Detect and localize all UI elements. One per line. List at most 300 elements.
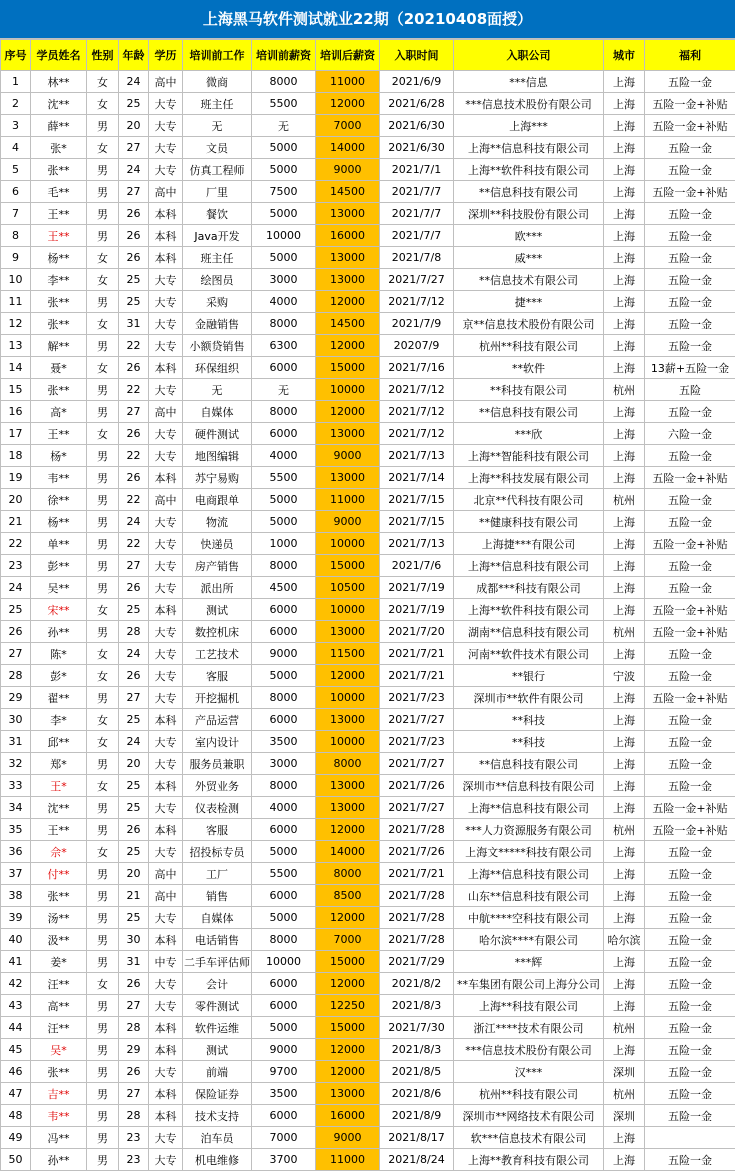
cell-name[interactable]: 孙**: [31, 1149, 87, 1171]
cell-benefits[interactable]: 五险一金: [645, 665, 735, 687]
cell-benefits[interactable]: 五险一金: [645, 995, 735, 1017]
cell-benefits[interactable]: 五险一金: [645, 335, 735, 357]
cell-city[interactable]: 上海: [604, 467, 645, 489]
cell-benefits[interactable]: 五险一金+补贴: [645, 467, 735, 489]
cell-city[interactable]: 宁波: [604, 665, 645, 687]
cell-company[interactable]: 上海**科技发展有限公司: [454, 467, 604, 489]
cell-prev-job[interactable]: 工厂: [183, 863, 252, 885]
cell-gender[interactable]: 男: [87, 621, 119, 643]
cell-city[interactable]: 上海: [604, 401, 645, 423]
cell-gender[interactable]: 男: [87, 863, 119, 885]
cell-start-date[interactable]: 2021/7/19: [380, 599, 454, 621]
cell-company[interactable]: 上海文*****科技有限公司: [454, 841, 604, 863]
cell-prev-job[interactable]: 无: [183, 379, 252, 401]
cell-start-date[interactable]: 2021/7/12: [380, 291, 454, 313]
cell-prev-job[interactable]: 室内设计: [183, 731, 252, 753]
cell-gender[interactable]: 男: [87, 489, 119, 511]
cell-index[interactable]: 47: [1, 1083, 31, 1105]
cell-benefits[interactable]: 五险一金: [645, 1061, 735, 1083]
cell-city[interactable]: 上海: [604, 445, 645, 467]
cell-company[interactable]: **信息科技有限公司: [454, 181, 604, 203]
cell-age[interactable]: 24: [119, 643, 149, 665]
cell-index[interactable]: 40: [1, 929, 31, 951]
cell-new-salary[interactable]: 12000: [316, 93, 380, 115]
cell-education[interactable]: 大专: [149, 973, 183, 995]
cell-company[interactable]: 深圳**科技股份有限公司: [454, 203, 604, 225]
cell-name[interactable]: 吉**: [31, 1083, 87, 1105]
cell-index[interactable]: 26: [1, 621, 31, 643]
cell-name[interactable]: 沈**: [31, 797, 87, 819]
cell-start-date[interactable]: 2021/7/13: [380, 445, 454, 467]
cell-city[interactable]: 上海: [604, 863, 645, 885]
cell-education[interactable]: 大专: [149, 841, 183, 863]
cell-prev-job[interactable]: 微商: [183, 71, 252, 93]
cell-prev-salary[interactable]: 5000: [252, 511, 316, 533]
cell-benefits[interactable]: 五险一金: [645, 247, 735, 269]
cell-benefits[interactable]: 五险一金: [645, 973, 735, 995]
cell-company[interactable]: ***信息技术股份有限公司: [454, 1039, 604, 1061]
cell-prev-job[interactable]: 自媒体: [183, 907, 252, 929]
cell-prev-salary[interactable]: 无: [252, 115, 316, 137]
cell-prev-salary[interactable]: 3000: [252, 753, 316, 775]
cell-index[interactable]: 35: [1, 819, 31, 841]
cell-prev-job[interactable]: 班主任: [183, 247, 252, 269]
cell-company[interactable]: 上海***: [454, 115, 604, 137]
cell-prev-salary[interactable]: 8000: [252, 313, 316, 335]
cell-benefits[interactable]: 五险一金: [645, 269, 735, 291]
cell-education[interactable]: 本科: [149, 819, 183, 841]
cell-gender[interactable]: 女: [87, 269, 119, 291]
cell-age[interactable]: 26: [119, 973, 149, 995]
cell-prev-salary[interactable]: 6300: [252, 335, 316, 357]
cell-new-salary[interactable]: 10000: [316, 533, 380, 555]
cell-start-date[interactable]: 2021/8/3: [380, 1039, 454, 1061]
cell-prev-salary[interactable]: 6000: [252, 709, 316, 731]
cell-prev-job[interactable]: 厂里: [183, 181, 252, 203]
cell-start-date[interactable]: 2021/8/24: [380, 1149, 454, 1171]
cell-start-date[interactable]: 2021/7/6: [380, 555, 454, 577]
cell-age[interactable]: 26: [119, 467, 149, 489]
cell-city[interactable]: 上海: [604, 951, 645, 973]
cell-start-date[interactable]: 2021/7/1: [380, 159, 454, 181]
cell-prev-job[interactable]: 招投标专员: [183, 841, 252, 863]
cell-index[interactable]: 9: [1, 247, 31, 269]
cell-gender[interactable]: 男: [87, 555, 119, 577]
cell-name[interactable]: 彭**: [31, 555, 87, 577]
cell-education[interactable]: 大专: [149, 159, 183, 181]
cell-index[interactable]: 39: [1, 907, 31, 929]
cell-education[interactable]: 大专: [149, 313, 183, 335]
cell-prev-job[interactable]: 产品运营: [183, 709, 252, 731]
cell-prev-salary[interactable]: 5000: [252, 1017, 316, 1039]
cell-gender[interactable]: 男: [87, 533, 119, 555]
cell-prev-salary[interactable]: 7500: [252, 181, 316, 203]
cell-city[interactable]: 上海: [604, 335, 645, 357]
cell-prev-job[interactable]: 测试: [183, 1039, 252, 1061]
cell-gender[interactable]: 男: [87, 1061, 119, 1083]
cell-education[interactable]: 大专: [149, 335, 183, 357]
cell-benefits[interactable]: 五险一金+补贴: [645, 687, 735, 709]
cell-name[interactable]: 张**: [31, 313, 87, 335]
cell-company[interactable]: ***人力资源服务有限公司: [454, 819, 604, 841]
cell-company[interactable]: 京**信息技术股份有限公司: [454, 313, 604, 335]
cell-prev-job[interactable]: 测试: [183, 599, 252, 621]
cell-city[interactable]: 上海: [604, 797, 645, 819]
cell-age[interactable]: 24: [119, 71, 149, 93]
cell-index[interactable]: 23: [1, 555, 31, 577]
cell-index[interactable]: 18: [1, 445, 31, 467]
cell-index[interactable]: 2: [1, 93, 31, 115]
cell-start-date[interactable]: 2021/7/15: [380, 489, 454, 511]
cell-prev-job[interactable]: 硬件测试: [183, 423, 252, 445]
cell-company[interactable]: 欧***: [454, 225, 604, 247]
cell-benefits[interactable]: 五险一金: [645, 753, 735, 775]
cell-education[interactable]: 大专: [149, 577, 183, 599]
cell-city[interactable]: 上海: [604, 687, 645, 709]
cell-new-salary[interactable]: 13000: [316, 775, 380, 797]
cell-city[interactable]: 杭州: [604, 819, 645, 841]
cell-name[interactable]: 韦**: [31, 1105, 87, 1127]
cell-company[interactable]: **科技有限公司: [454, 379, 604, 401]
cell-company[interactable]: 北京**代科技有限公司: [454, 489, 604, 511]
cell-age[interactable]: 24: [119, 159, 149, 181]
cell-benefits[interactable]: 五险一金: [645, 71, 735, 93]
cell-benefits[interactable]: 五险一金: [645, 929, 735, 951]
cell-prev-job[interactable]: 仿真工程师: [183, 159, 252, 181]
cell-age[interactable]: 27: [119, 181, 149, 203]
cell-age[interactable]: 25: [119, 797, 149, 819]
cell-prev-salary[interactable]: 7000: [252, 1127, 316, 1149]
cell-city[interactable]: 上海: [604, 533, 645, 555]
cell-gender[interactable]: 女: [87, 71, 119, 93]
cell-age[interactable]: 22: [119, 379, 149, 401]
cell-index[interactable]: 24: [1, 577, 31, 599]
cell-benefits[interactable]: 六险一金: [645, 423, 735, 445]
cell-prev-salary[interactable]: 6000: [252, 423, 316, 445]
cell-education[interactable]: 大专: [149, 533, 183, 555]
cell-start-date[interactable]: 2021/8/3: [380, 995, 454, 1017]
cell-start-date[interactable]: 2021/7/15: [380, 511, 454, 533]
cell-city[interactable]: 上海: [604, 731, 645, 753]
cell-start-date[interactable]: 2021/7/28: [380, 885, 454, 907]
cell-education[interactable]: 大专: [149, 137, 183, 159]
cell-company[interactable]: 上海**信息科技有限公司: [454, 797, 604, 819]
cell-education[interactable]: 高中: [149, 863, 183, 885]
cell-new-salary[interactable]: 15000: [316, 1017, 380, 1039]
cell-index[interactable]: 29: [1, 687, 31, 709]
cell-prev-job[interactable]: 电商跟单: [183, 489, 252, 511]
cell-benefits[interactable]: 五险一金: [645, 159, 735, 181]
cell-prev-salary[interactable]: 5000: [252, 247, 316, 269]
cell-prev-job[interactable]: 物流: [183, 511, 252, 533]
cell-index[interactable]: 21: [1, 511, 31, 533]
cell-prev-job[interactable]: 快递员: [183, 533, 252, 555]
cell-age[interactable]: 26: [119, 203, 149, 225]
cell-benefits[interactable]: 五险一金+补贴: [645, 819, 735, 841]
cell-index[interactable]: 44: [1, 1017, 31, 1039]
cell-new-salary[interactable]: 16000: [316, 225, 380, 247]
cell-index[interactable]: 3: [1, 115, 31, 137]
cell-start-date[interactable]: 2021/7/21: [380, 643, 454, 665]
cell-prev-job[interactable]: 采购: [183, 291, 252, 313]
cell-prev-salary[interactable]: 5000: [252, 137, 316, 159]
cell-start-date[interactable]: 2021/7/12: [380, 379, 454, 401]
cell-name[interactable]: 翟**: [31, 687, 87, 709]
cell-benefits[interactable]: 五险一金: [645, 313, 735, 335]
cell-company[interactable]: 威***: [454, 247, 604, 269]
cell-age[interactable]: 25: [119, 599, 149, 621]
cell-company[interactable]: 哈尔滨****有限公司: [454, 929, 604, 951]
cell-index[interactable]: 13: [1, 335, 31, 357]
cell-name[interactable]: 郑*: [31, 753, 87, 775]
cell-city[interactable]: 上海: [604, 269, 645, 291]
cell-company[interactable]: 深圳市**信息科技有限公司: [454, 775, 604, 797]
cell-gender[interactable]: 男: [87, 291, 119, 313]
cell-benefits[interactable]: 五险一金: [645, 1017, 735, 1039]
cell-prev-salary[interactable]: 5500: [252, 863, 316, 885]
cell-age[interactable]: 27: [119, 687, 149, 709]
cell-start-date[interactable]: 2021/7/23: [380, 731, 454, 753]
cell-benefits[interactable]: 五险一金+补贴: [645, 181, 735, 203]
cell-benefits[interactable]: 五险一金: [645, 951, 735, 973]
cell-benefits[interactable]: 五险一金: [645, 401, 735, 423]
cell-company[interactable]: **信息科技有限公司: [454, 401, 604, 423]
cell-index[interactable]: 6: [1, 181, 31, 203]
cell-prev-salary[interactable]: 6000: [252, 357, 316, 379]
cell-city[interactable]: 上海: [604, 423, 645, 445]
cell-index[interactable]: 22: [1, 533, 31, 555]
cell-new-salary[interactable]: 12000: [316, 291, 380, 313]
cell-city[interactable]: 上海: [604, 71, 645, 93]
cell-name[interactable]: 付**: [31, 863, 87, 885]
cell-gender[interactable]: 男: [87, 951, 119, 973]
cell-prev-job[interactable]: 派出所: [183, 577, 252, 599]
cell-prev-salary[interactable]: 5500: [252, 467, 316, 489]
cell-prev-salary[interactable]: 5000: [252, 203, 316, 225]
cell-prev-salary[interactable]: 5000: [252, 665, 316, 687]
cell-prev-salary[interactable]: 4000: [252, 291, 316, 313]
cell-gender[interactable]: 男: [87, 929, 119, 951]
cell-age[interactable]: 25: [119, 709, 149, 731]
cell-benefits[interactable]: 五险一金: [645, 863, 735, 885]
cell-index[interactable]: 5: [1, 159, 31, 181]
cell-start-date[interactable]: 2021/7/27: [380, 269, 454, 291]
cell-education[interactable]: 大专: [149, 115, 183, 137]
cell-education[interactable]: 高中: [149, 71, 183, 93]
cell-education[interactable]: 大专: [149, 687, 183, 709]
cell-benefits[interactable]: 五险一金+补贴: [645, 599, 735, 621]
cell-company[interactable]: 浙江****技术有限公司: [454, 1017, 604, 1039]
cell-name[interactable]: 聂*: [31, 357, 87, 379]
cell-gender[interactable]: 女: [87, 643, 119, 665]
cell-index[interactable]: 7: [1, 203, 31, 225]
cell-gender[interactable]: 男: [87, 1039, 119, 1061]
cell-benefits[interactable]: 五险一金: [645, 577, 735, 599]
cell-benefits[interactable]: [645, 1127, 735, 1149]
cell-company[interactable]: ***欣: [454, 423, 604, 445]
cell-benefits[interactable]: 五险一金: [645, 731, 735, 753]
cell-age[interactable]: 22: [119, 445, 149, 467]
cell-company[interactable]: 深圳市**网络技术有限公司: [454, 1105, 604, 1127]
cell-name[interactable]: 单**: [31, 533, 87, 555]
cell-prev-salary[interactable]: 8000: [252, 71, 316, 93]
cell-education[interactable]: 大专: [149, 731, 183, 753]
cell-name[interactable]: 彭*: [31, 665, 87, 687]
cell-gender[interactable]: 女: [87, 709, 119, 731]
cell-benefits[interactable]: 13薪+五险一金: [645, 357, 735, 379]
cell-name[interactable]: 张**: [31, 1061, 87, 1083]
cell-education[interactable]: 大专: [149, 379, 183, 401]
cell-company[interactable]: 捷***: [454, 291, 604, 313]
cell-gender[interactable]: 女: [87, 357, 119, 379]
cell-benefits[interactable]: 五险一金: [645, 225, 735, 247]
cell-name[interactable]: 张**: [31, 291, 87, 313]
cell-city[interactable]: 深圳: [604, 1061, 645, 1083]
cell-index[interactable]: 25: [1, 599, 31, 621]
cell-index[interactable]: 45: [1, 1039, 31, 1061]
cell-prev-job[interactable]: 文员: [183, 137, 252, 159]
cell-city[interactable]: 深圳: [604, 1105, 645, 1127]
cell-gender[interactable]: 男: [87, 753, 119, 775]
cell-name[interactable]: 徐**: [31, 489, 87, 511]
cell-gender[interactable]: 女: [87, 599, 119, 621]
cell-prev-job[interactable]: 会计: [183, 973, 252, 995]
cell-benefits[interactable]: 五险一金+补贴: [645, 115, 735, 137]
cell-age[interactable]: 25: [119, 291, 149, 313]
cell-start-date[interactable]: 2021/7/28: [380, 819, 454, 841]
cell-company[interactable]: 杭州**科技有限公司: [454, 1083, 604, 1105]
cell-new-salary[interactable]: 13000: [316, 269, 380, 291]
cell-prev-job[interactable]: 技术支持: [183, 1105, 252, 1127]
cell-city[interactable]: 杭州: [604, 489, 645, 511]
cell-company[interactable]: 成都***科技有限公司: [454, 577, 604, 599]
cell-new-salary[interactable]: 9000: [316, 159, 380, 181]
cell-education[interactable]: 本科: [149, 247, 183, 269]
cell-education[interactable]: 本科: [149, 467, 183, 489]
cell-city[interactable]: 杭州: [604, 621, 645, 643]
cell-prev-salary[interactable]: 9000: [252, 643, 316, 665]
cell-prev-job[interactable]: 数控机床: [183, 621, 252, 643]
cell-new-salary[interactable]: 9000: [316, 511, 380, 533]
cell-prev-salary[interactable]: 3500: [252, 731, 316, 753]
cell-gender[interactable]: 男: [87, 1105, 119, 1127]
cell-start-date[interactable]: 2021/7/7: [380, 203, 454, 225]
cell-index[interactable]: 1: [1, 71, 31, 93]
cell-name[interactable]: 吴*: [31, 1039, 87, 1061]
cell-education[interactable]: 大专: [149, 995, 183, 1017]
cell-age[interactable]: 24: [119, 731, 149, 753]
cell-prev-salary[interactable]: 8000: [252, 687, 316, 709]
cell-city[interactable]: 杭州: [604, 1083, 645, 1105]
cell-new-salary[interactable]: 12250: [316, 995, 380, 1017]
cell-city[interactable]: 上海: [604, 775, 645, 797]
cell-benefits[interactable]: 五险一金: [645, 291, 735, 313]
cell-city[interactable]: 上海: [604, 93, 645, 115]
cell-education[interactable]: 本科: [149, 1039, 183, 1061]
cell-benefits[interactable]: 五险一金+补贴: [645, 621, 735, 643]
cell-new-salary[interactable]: 13000: [316, 423, 380, 445]
cell-prev-job[interactable]: 软件运维: [183, 1017, 252, 1039]
cell-prev-salary[interactable]: 6000: [252, 819, 316, 841]
cell-prev-job[interactable]: 仪表检测: [183, 797, 252, 819]
cell-name[interactable]: 王**: [31, 423, 87, 445]
cell-start-date[interactable]: 2021/7/26: [380, 775, 454, 797]
cell-index[interactable]: 15: [1, 379, 31, 401]
cell-name[interactable]: 杨**: [31, 247, 87, 269]
cell-education[interactable]: 大专: [149, 1061, 183, 1083]
cell-index[interactable]: 20: [1, 489, 31, 511]
cell-index[interactable]: 34: [1, 797, 31, 819]
cell-education[interactable]: 大专: [149, 665, 183, 687]
cell-name[interactable]: 汪**: [31, 973, 87, 995]
cell-prev-job[interactable]: 开挖掘机: [183, 687, 252, 709]
cell-company[interactable]: **车集团有限公司上海分公司: [454, 973, 604, 995]
cell-gender[interactable]: 女: [87, 665, 119, 687]
cell-age[interactable]: 29: [119, 1039, 149, 1061]
cell-start-date[interactable]: 2021/6/30: [380, 115, 454, 137]
cell-start-date[interactable]: 2021/7/27: [380, 753, 454, 775]
cell-education[interactable]: 中专: [149, 951, 183, 973]
cell-new-salary[interactable]: 9000: [316, 445, 380, 467]
cell-education[interactable]: 本科: [149, 1017, 183, 1039]
cell-prev-job[interactable]: 工艺技术: [183, 643, 252, 665]
cell-gender[interactable]: 女: [87, 313, 119, 335]
cell-prev-job[interactable]: 班主任: [183, 93, 252, 115]
cell-gender[interactable]: 男: [87, 467, 119, 489]
cell-new-salary[interactable]: 13000: [316, 709, 380, 731]
cell-gender[interactable]: 女: [87, 731, 119, 753]
cell-education[interactable]: 大专: [149, 423, 183, 445]
cell-benefits[interactable]: 五险一金: [645, 555, 735, 577]
cell-gender[interactable]: 男: [87, 401, 119, 423]
cell-gender[interactable]: 男: [87, 225, 119, 247]
cell-city[interactable]: 上海: [604, 973, 645, 995]
cell-prev-salary[interactable]: 8000: [252, 775, 316, 797]
cell-age[interactable]: 27: [119, 555, 149, 577]
cell-start-date[interactable]: 2021/7/21: [380, 665, 454, 687]
cell-index[interactable]: 46: [1, 1061, 31, 1083]
cell-city[interactable]: 上海: [604, 115, 645, 137]
cell-name[interactable]: 沈**: [31, 93, 87, 115]
cell-prev-job[interactable]: 保险证券: [183, 1083, 252, 1105]
cell-prev-salary[interactable]: 6000: [252, 599, 316, 621]
cell-city[interactable]: 上海: [604, 577, 645, 599]
cell-name[interactable]: 吴**: [31, 577, 87, 599]
cell-age[interactable]: 23: [119, 1127, 149, 1149]
cell-gender[interactable]: 男: [87, 203, 119, 225]
cell-new-salary[interactable]: 16000: [316, 1105, 380, 1127]
cell-start-date[interactable]: 2021/7/12: [380, 423, 454, 445]
cell-index[interactable]: 38: [1, 885, 31, 907]
cell-index[interactable]: 42: [1, 973, 31, 995]
cell-company[interactable]: 上海**智能科技有限公司: [454, 445, 604, 467]
cell-new-salary[interactable]: 11000: [316, 1149, 380, 1171]
cell-age[interactable]: 31: [119, 313, 149, 335]
cell-prev-job[interactable]: 金融销售: [183, 313, 252, 335]
cell-index[interactable]: 16: [1, 401, 31, 423]
cell-education[interactable]: 大专: [149, 643, 183, 665]
cell-benefits[interactable]: 五险一金+补贴: [645, 797, 735, 819]
cell-prev-job[interactable]: 电话销售: [183, 929, 252, 951]
cell-prev-salary[interactable]: 10000: [252, 225, 316, 247]
cell-name[interactable]: 张*: [31, 137, 87, 159]
cell-new-salary[interactable]: 10000: [316, 599, 380, 621]
cell-age[interactable]: 20: [119, 115, 149, 137]
cell-gender[interactable]: 男: [87, 995, 119, 1017]
cell-age[interactable]: 24: [119, 511, 149, 533]
cell-new-salary[interactable]: 11000: [316, 71, 380, 93]
cell-company[interactable]: 河南**软件技术有限公司: [454, 643, 604, 665]
